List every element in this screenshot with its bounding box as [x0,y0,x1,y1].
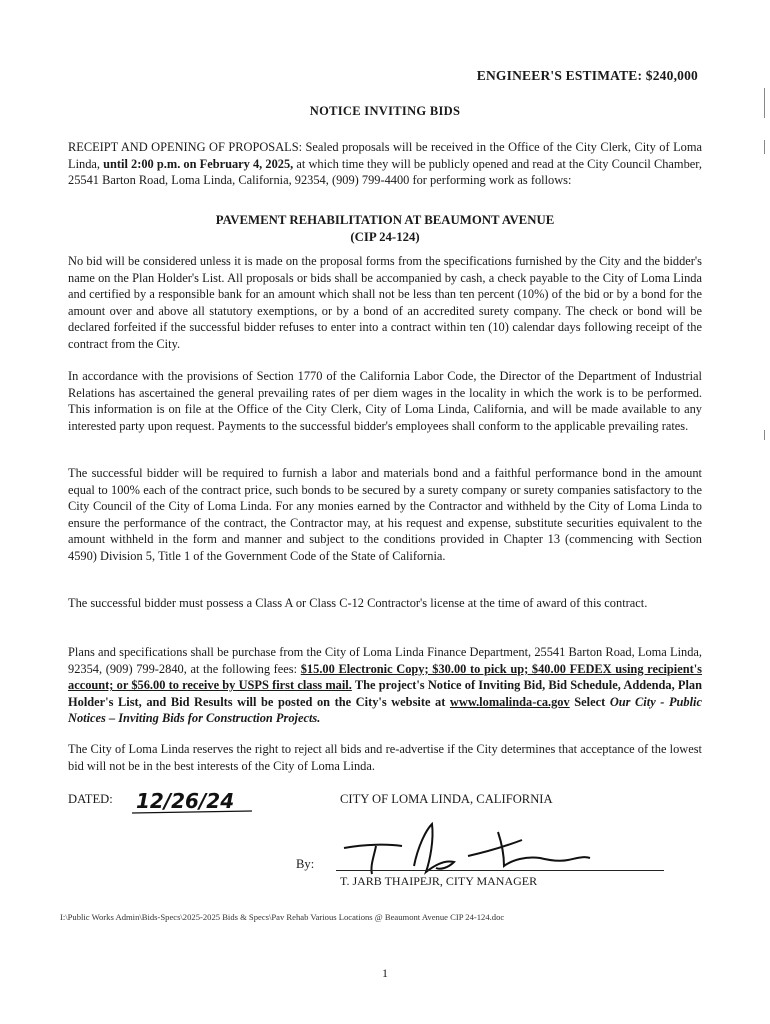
page-number: 1 [382,966,388,980]
plans-lead: Plans and specifications shall be purchase from the City of Loma Linda Finance Department, 25541 Barton Road, Loma Linda, 92354, (909) 799-2840, at the following fees: [68,645,702,676]
receipt-lead: RECEIPT AND OPENING OF PROPOSALS: Sealed proposals will be received in the Office of the City Clerk, City of Loma Linda, [68,140,702,171]
file-path-footer: I:\Public Works Admin\Bids-Specs\2025-2025 Bids & Specs\Pav Rehab Various Locations @ Beaumont Avenue CIP 24-124.doc [60,912,505,922]
project-name: PAVEMENT REHABILITATION AT BEAUMONT AVENUE [215,213,555,227]
dated-label: DATED: [68,792,113,806]
plans-select: Select [569,694,610,709]
city-name: CITY OF LOMA LINDA, CALIFORNIA [340,792,553,806]
receipt-rest: at which time they will be publicly opened and read at the City Council Chamber, 25541 Barton Road, Loma Linda, California, 92354, (909) 799-4400 for performing work as follows: [68,156,702,188]
signer-name-title: T. JARB THAIPEJR, CITY MANAGER [340,874,538,888]
by-label: By: [296,857,315,871]
scan-edge-mark [764,140,765,154]
scan-edge-mark [764,88,765,118]
paragraph-bonds: The successful bidder will be required to furnish a labor and materials bond and a faithful performance bond in the amount equal to 100% each of the contract price, such bonds to be secured by a surety company or surety companies satisfactory to the City Council of the City of Loma Linda. For any monies earned by the Contractor and withheld by the City of Loma Linda to ensure the performance of the contract, the Contractor may, at his request and expense, substitute securities equivalent to the amount withheld in the form and manner and subject to the conditions provided in Chapter 13 (commencing with Section 4590) Division 5, Title 1 of the Government Code of the State of California. [68,466,702,563]
paragraph-receipt-opening [68,139,702,189]
project-title [0,212,770,245]
city-website-link[interactable]: www.lomalinda-ca.gov [449,694,570,709]
project-cip: (CIP 24-124) [350,229,420,244]
plans-notice: The project's Notice of Inviting Bid, Bid Schedule, Addenda, Plan Holder's List, and Bid Results will be posted on the City's website at [68,678,702,709]
paragraph-plans-specs [68,644,702,727]
handwritten-signature [336,816,596,882]
scan-edge-mark [764,430,765,440]
paragraph-bid-requirements: No bid will be considered unless it is made on the proposal forms from the specifications furnished by the City and the bidder's name on the Plan Holder's List. All proposals or bids shall be accompanied by cash, a check payable to the City of Loma Linda and certified by a responsible bank for an amount which shall not be less than ten percent (10%) of the bid or by a bond for the amount over and above all statutory exemptions, or by a bond of an accredited surety company. The check or bond will be declared forfeited if the successful bidder refuses to enter into a contract within ten (10) calendar days following receipt of the contract from the City. [68,254,702,351]
dated-handwritten-value [130,786,260,822]
plans-fees: $15.00 Electronic Copy; $30.00 to pick up; $40.00 FEDEX using recipient's account; or $56.00 to receive by USPS first class mail. [68,661,702,693]
svg-text:12/26/24: 12/26/24 [136,789,235,813]
plans-nav-path: Our City - Public Notices – Inviting Bids for Construction Projects. [68,694,702,726]
paragraph-reject-rights: The City of Loma Linda reserves the right to reject all bids and re-advertise if the City determines that acceptance of the lowest bid will not be in the best interests of the City of Loma Linda. [68,742,702,773]
bid-deadline: until 2:00 p.m. on February 4, 2025, [103,156,294,171]
paragraph-license: The successful bidder must possess a Class A or Class C-12 Contractor's license at the time of award of this contract. [68,596,648,610]
engineers-estimate: ENGINEER'S ESTIMATE: $240,000 [476,68,698,83]
notice-title: NOTICE INVITING BIDS [309,104,461,118]
paragraph-prevailing-wages: In accordance with the provisions of Section 1770 of the California Labor Code, the Director of the Department of Industrial Relations has ascertained the general prevailing rates of per diem wages in the locality in which the work is to be performed. This information is on file at the Office of the City Clerk, City of Loma Linda, California, and will be made available to any interested party upon request. Payments to the successful bidder's employees shall conform to the applicable prevailing rates. [68,369,702,433]
signature-line [336,870,664,871]
